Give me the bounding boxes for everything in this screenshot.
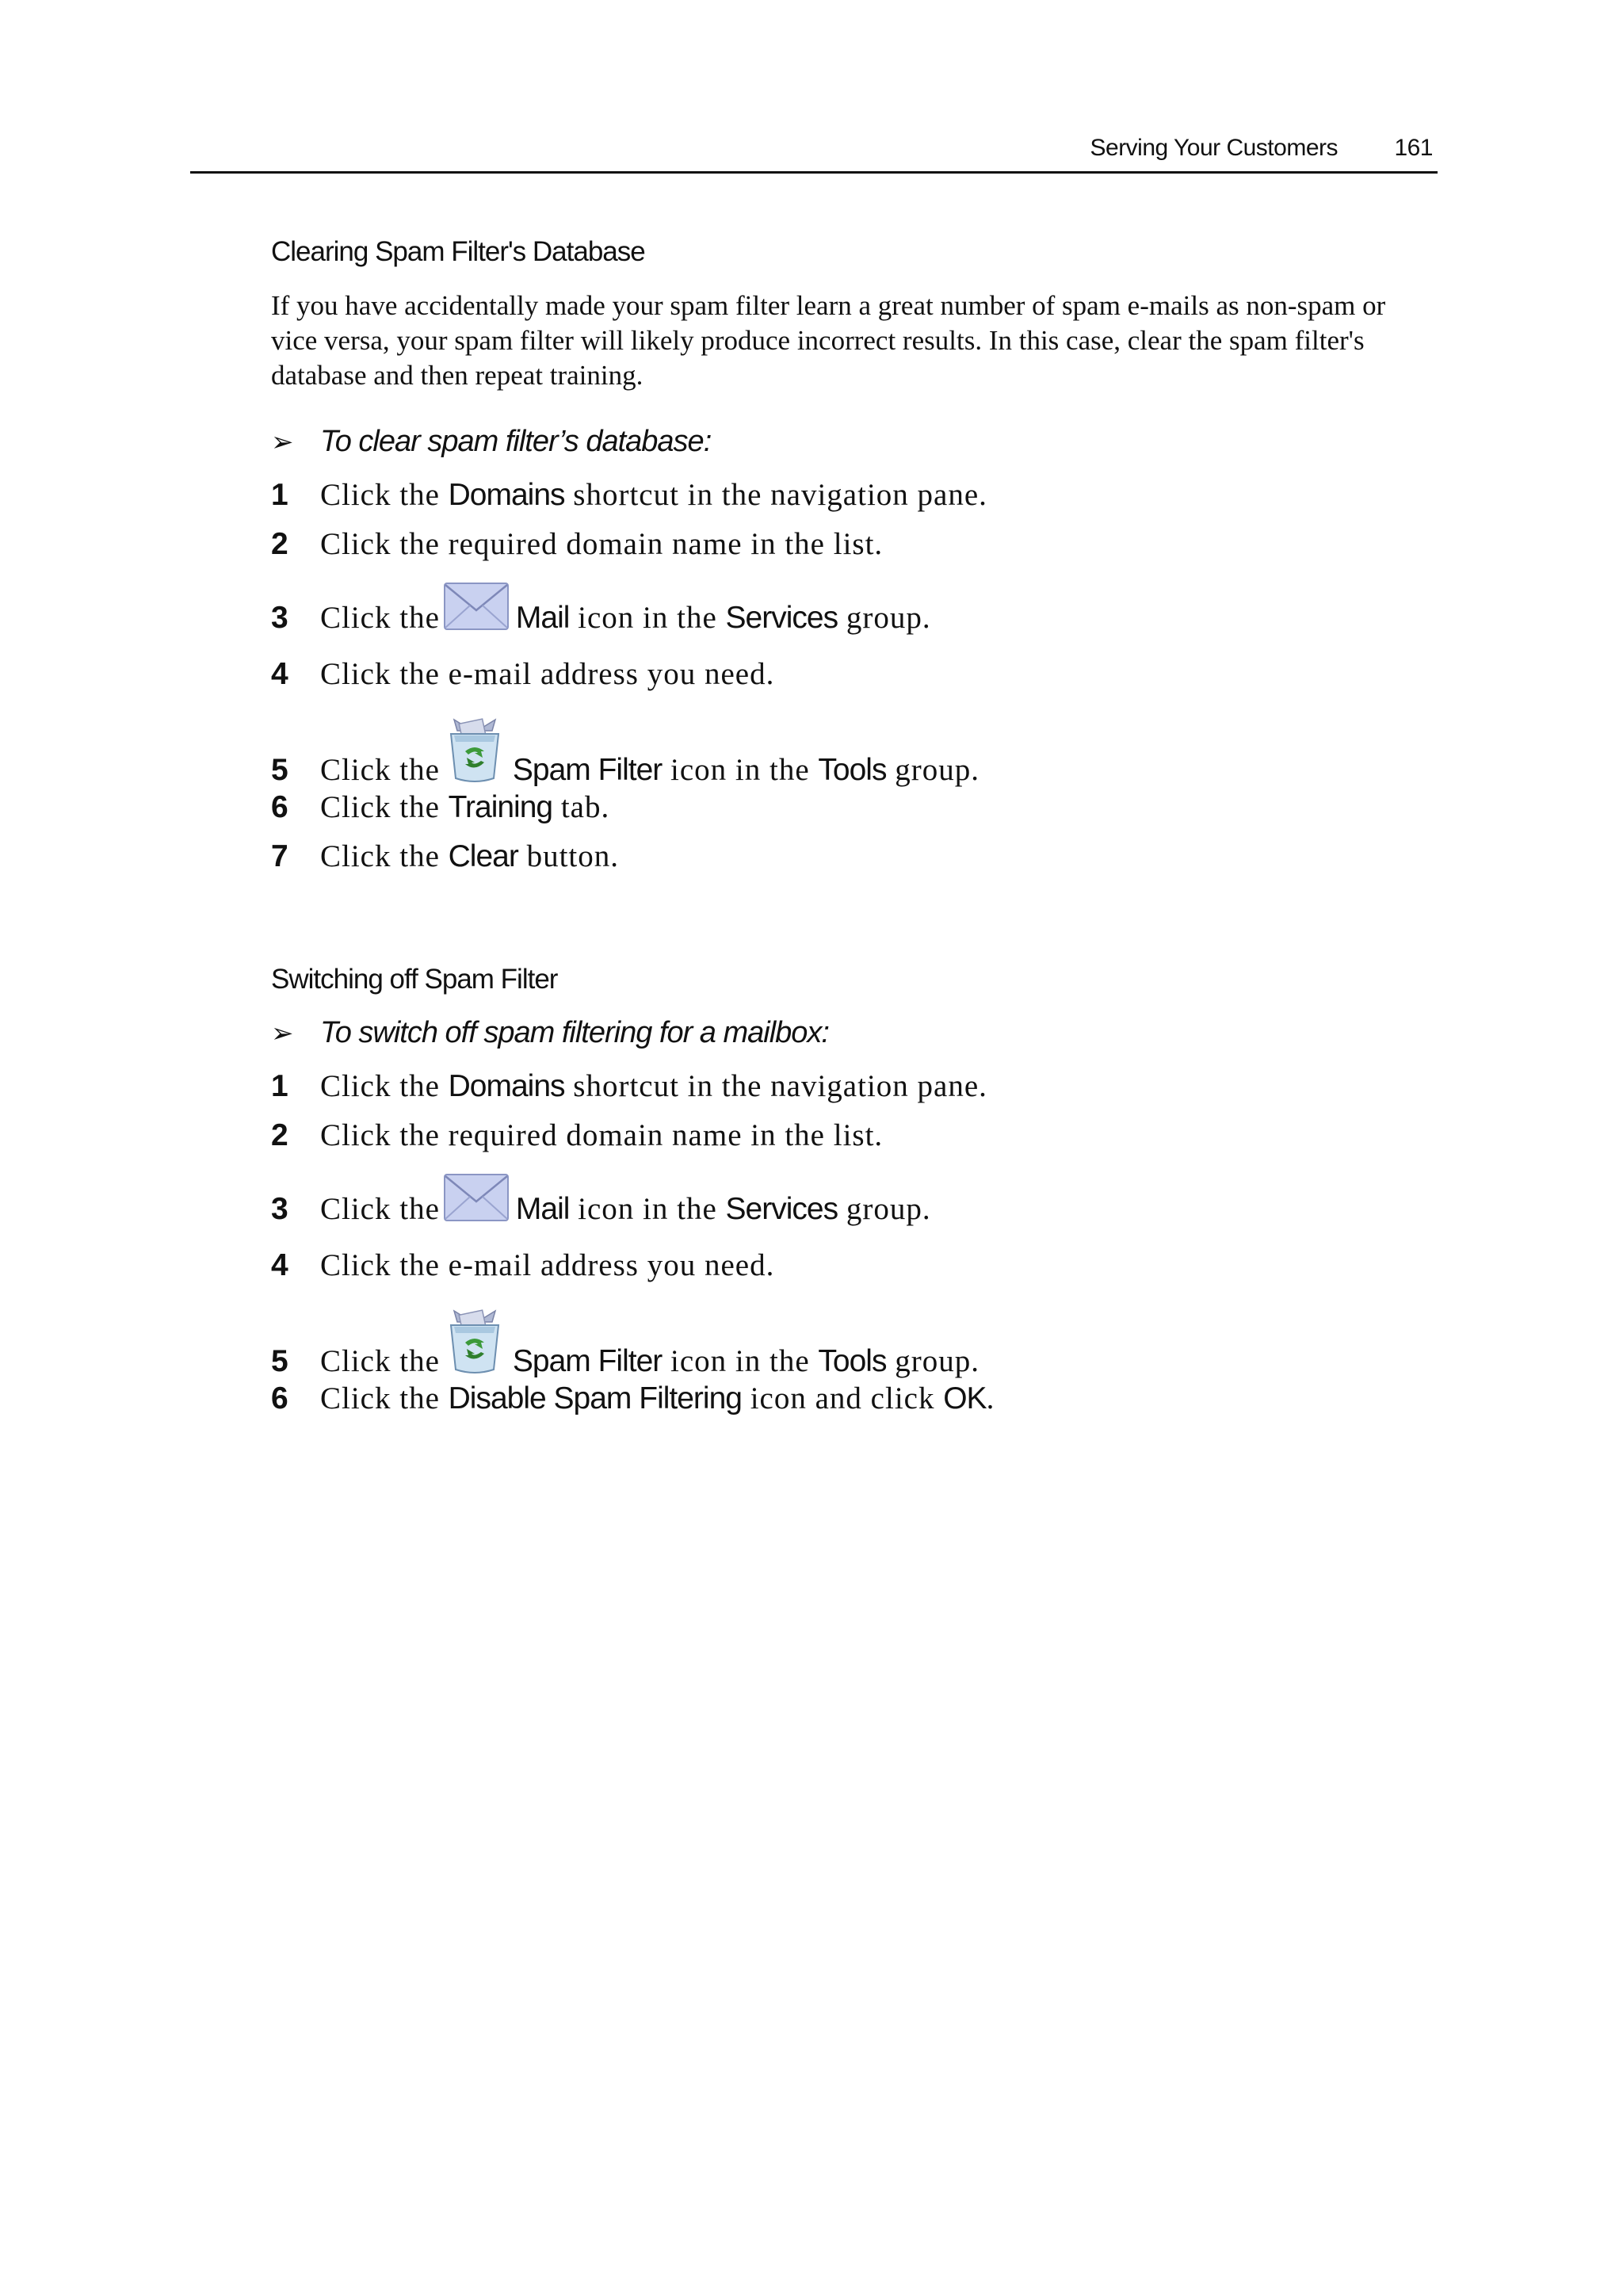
procedure-title-text: To clear spam filter’s database: bbox=[320, 425, 712, 458]
step-number: 6 bbox=[271, 790, 289, 824]
step-text: shortcut in the navigation pane. bbox=[573, 478, 987, 512]
step-number: 1 bbox=[271, 478, 289, 512]
step-text: group. bbox=[895, 753, 980, 787]
spam-filter-icon bbox=[443, 716, 506, 785]
ui-term-clear: Clear bbox=[448, 839, 518, 873]
step-number: 5 bbox=[271, 753, 289, 787]
ui-term-disable-spam-filtering: Disable Spam Filtering bbox=[448, 1381, 742, 1415]
step-number: 3 bbox=[271, 601, 289, 635]
step-5 bbox=[271, 720, 980, 788]
ui-term-domains: Domains bbox=[448, 478, 565, 512]
step-number: 5 bbox=[271, 1344, 289, 1378]
ui-term-domains: Domains bbox=[448, 1069, 565, 1103]
step-number: 6 bbox=[271, 1381, 289, 1415]
ui-term-mail: Mail bbox=[515, 601, 570, 635]
step-number: 7 bbox=[271, 839, 289, 873]
step-text: Click the bbox=[320, 1381, 440, 1415]
step-text: button. bbox=[526, 839, 620, 873]
step-number: 3 bbox=[271, 1192, 289, 1226]
section-heading-switching-off: Switching off Spam Filter bbox=[271, 964, 558, 995]
arrow-bullet-icon: ➢ bbox=[271, 426, 293, 458]
step-text: Click the bbox=[320, 601, 440, 635]
step-number: 2 bbox=[271, 527, 289, 561]
ui-term-tools: Tools bbox=[818, 1344, 887, 1378]
step-text: Click the e-mail address you need. bbox=[320, 1248, 775, 1282]
step-3 bbox=[271, 1178, 931, 1227]
step-2 bbox=[271, 1117, 883, 1153]
step-text: Click the bbox=[320, 1069, 440, 1103]
mail-icon bbox=[443, 582, 510, 631]
step-text: . bbox=[986, 1381, 995, 1415]
step-text: Click the e-mail address you need. bbox=[320, 657, 775, 691]
intro-paragraph: If you have accidentally made your spam filter learn a great number of spam e-mails as non-spam or vice versa, your spam filter will likely produce incorrect results. In this case, clear the spam filter's database and then repeat training. bbox=[271, 290, 1386, 391]
step-text: icon in the bbox=[578, 601, 717, 635]
step-text: shortcut in the navigation pane. bbox=[573, 1069, 987, 1103]
ui-term-spam-filter: Spam Filter bbox=[512, 1344, 663, 1378]
step-2 bbox=[271, 526, 883, 562]
step-text: Click the bbox=[320, 753, 440, 787]
step-5 bbox=[271, 1311, 980, 1379]
step-4 bbox=[271, 1247, 774, 1283]
page-number: 161 bbox=[1394, 135, 1433, 161]
ui-term-spam-filter: Spam Filter bbox=[512, 753, 663, 787]
step-3 bbox=[271, 586, 931, 636]
spam-filter-icon bbox=[443, 1308, 506, 1376]
step-text: icon and click bbox=[750, 1381, 935, 1415]
step-text: icon in the bbox=[670, 1344, 810, 1378]
ui-term-training: Training bbox=[448, 790, 553, 824]
step-number: 4 bbox=[271, 657, 289, 691]
section-heading-clearing-database: Clearing Spam Filter's Database bbox=[271, 236, 645, 267]
ui-term-mail: Mail bbox=[515, 1192, 570, 1226]
ui-term-ok: OK bbox=[943, 1381, 987, 1415]
step-text: Click the bbox=[320, 1192, 440, 1226]
mail-icon bbox=[443, 1173, 510, 1222]
step-text: icon in the bbox=[578, 1192, 717, 1226]
step-6 bbox=[271, 1381, 995, 1416]
step-text: Click the bbox=[320, 1344, 440, 1378]
step-text: group. bbox=[846, 1192, 931, 1226]
step-number: 1 bbox=[271, 1069, 289, 1103]
step-text: Click the required domain name in the list. bbox=[320, 1118, 884, 1152]
ui-term-services: Services bbox=[725, 601, 838, 635]
step-number: 4 bbox=[271, 1248, 289, 1282]
arrow-bullet-icon: ➢ bbox=[271, 1018, 293, 1049]
procedure-title-text: To switch off spam filtering for a mailbox: bbox=[320, 1016, 829, 1049]
procedure-title-switch-off bbox=[271, 1016, 829, 1050]
step-text: Click the required domain name in the list. bbox=[320, 527, 884, 561]
step-7 bbox=[271, 839, 619, 874]
step-4 bbox=[271, 656, 774, 692]
step-number: 2 bbox=[271, 1118, 289, 1152]
step-text: tab. bbox=[560, 790, 610, 824]
ui-term-tools: Tools bbox=[818, 753, 887, 787]
header-title: Serving Your Customers bbox=[1090, 135, 1338, 161]
step-1 bbox=[271, 1068, 987, 1104]
procedure-title-clear bbox=[271, 425, 711, 459]
ui-term-services: Services bbox=[725, 1192, 838, 1226]
step-1 bbox=[271, 477, 987, 513]
step-6 bbox=[271, 789, 609, 825]
page-header bbox=[190, 133, 1438, 174]
step-text: group. bbox=[895, 1344, 980, 1378]
step-text: icon in the bbox=[670, 753, 810, 787]
step-text: Click the bbox=[320, 839, 440, 873]
step-text: Click the bbox=[320, 478, 440, 512]
step-text: group. bbox=[846, 601, 931, 635]
step-text: Click the bbox=[320, 790, 440, 824]
